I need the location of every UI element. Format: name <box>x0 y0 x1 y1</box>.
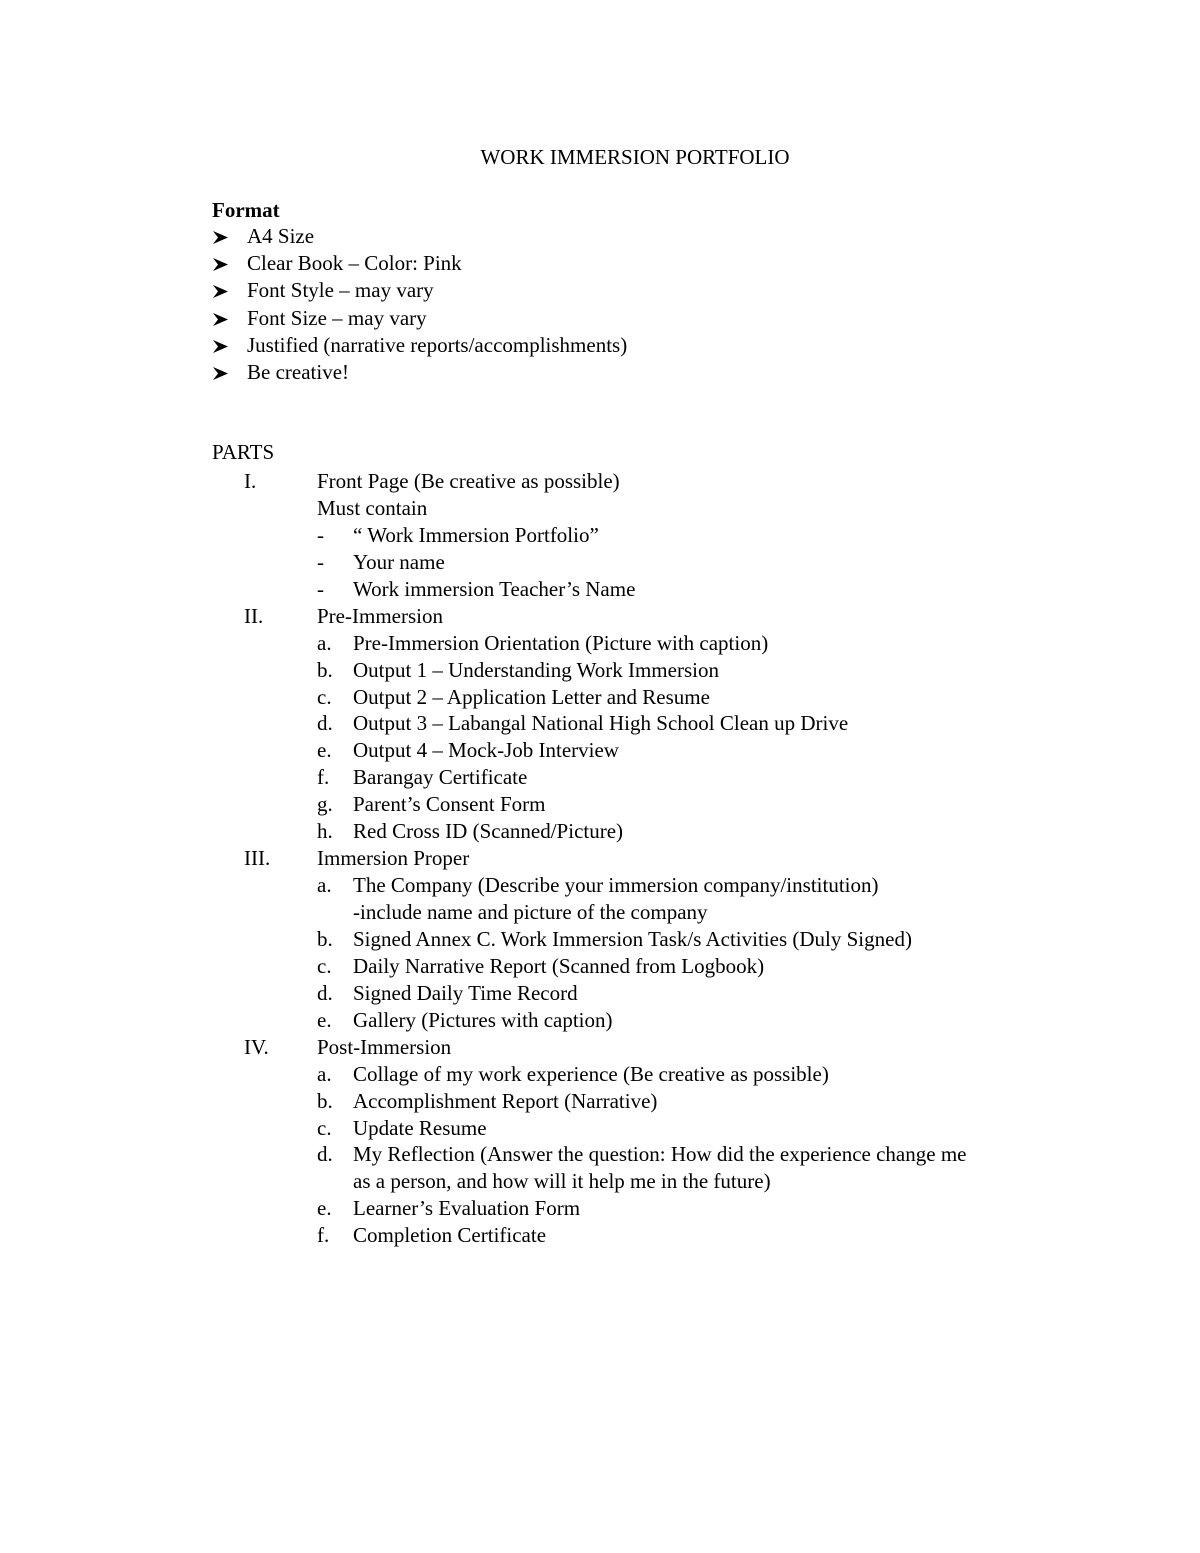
list-item-text: Barangay Certificate <box>353 765 528 790</box>
section-note <box>0 495 1200 522</box>
section-numeral: III. <box>244 846 271 871</box>
section-numeral: II. <box>244 603 264 628</box>
list-item <box>0 953 1200 980</box>
list-item <box>0 710 1200 737</box>
list-item-text: Signed Daily Time Record <box>353 980 578 1005</box>
section-title: Post-Immersion <box>317 1034 452 1059</box>
list-item <box>0 899 1200 926</box>
list-item <box>0 684 1200 711</box>
list-item-marker: b. <box>317 926 333 951</box>
list-item-text: Pre-Immersion Orientation (Picture with caption) <box>353 630 769 655</box>
dash-marker: - <box>317 549 324 574</box>
list-item-marker: a. <box>317 873 332 898</box>
list-item <box>0 1168 1200 1195</box>
parts-outline <box>0 468 1200 1249</box>
list-item-marker: c. <box>317 953 332 978</box>
dash-marker: - <box>317 522 324 547</box>
section-numeral: IV. <box>244 1034 269 1059</box>
list-item <box>0 1007 1200 1034</box>
list-item <box>0 1141 1200 1168</box>
list-item-text: -include name and picture of the company <box>353 900 708 924</box>
list-item <box>0 764 1200 791</box>
section-title: Front Page (Be creative as possible) <box>317 469 620 493</box>
section-heading <box>0 603 1200 630</box>
list-item-marker: a. <box>317 630 332 655</box>
list-item <box>0 1222 1200 1249</box>
list-item <box>0 926 1200 953</box>
list-item <box>0 630 1200 657</box>
list-item <box>0 737 1200 764</box>
list-item-text: My Reflection (Answer the question: How did the experience change me <box>353 1142 967 1167</box>
list-item-marker: g. <box>317 792 333 817</box>
format-bullet-text: Font Size – may vary <box>247 305 427 330</box>
list-item-marker: b. <box>317 1088 333 1113</box>
parts-heading: PARTS <box>212 440 275 464</box>
dash-item-text: “ Work Immersion Portfolio” <box>353 522 599 547</box>
list-item-marker: c. <box>317 684 332 709</box>
list-item-text: Signed Annex C. Work Immersion Task/s Activities (Duly Signed) <box>353 926 912 951</box>
list-item-marker: d. <box>317 711 333 736</box>
section-title: Pre-Immersion <box>317 603 443 628</box>
format-bullet-text: Justified (narrative reports/accomplishments) <box>247 332 628 357</box>
list-item <box>0 980 1200 1007</box>
format-bullet-text: A4 Size <box>247 224 315 248</box>
list-item-marker: e. <box>317 1007 332 1032</box>
list-item <box>0 1088 1200 1115</box>
list-item-text: Parent’s Consent Form <box>353 792 546 817</box>
format-heading: Format <box>212 198 280 222</box>
list-item-text: Output 3 – Labangal National High School Clean up Drive <box>353 711 849 736</box>
list-item-text: as a person, and how will it help me in the future) <box>353 1169 771 1194</box>
format-bullet-text: Be creative! <box>247 359 350 384</box>
list-item-text: The Company (Describe your immersion company/institution) <box>353 873 879 898</box>
list-item-text: Output 1 – Understanding Work Immersion <box>353 657 719 682</box>
section-note-text: Must contain <box>317 495 428 520</box>
list-item-text: Update Resume <box>353 1115 487 1140</box>
list-item <box>0 657 1200 684</box>
list-item-text: Daily Narrative Report (Scanned from Logbook) <box>353 953 765 978</box>
list-item-text: Completion Certificate <box>353 1223 547 1248</box>
list-item <box>0 791 1200 818</box>
document-title: WORK IMMERSION PORTFOLIO <box>480 145 790 169</box>
list-item <box>0 818 1200 845</box>
list-item-text: Collage of my work experience (Be creative as possible) <box>353 1061 829 1086</box>
list-item-text: Output 4 – Mock-Job Interview <box>353 738 619 763</box>
list-item-marker: h. <box>317 819 333 844</box>
list-item-marker: f. <box>317 1223 330 1248</box>
section-numeral: I. <box>244 469 257 493</box>
dash-list-item <box>0 549 1200 576</box>
list-item-marker: b. <box>317 657 333 682</box>
section-heading <box>0 468 1200 495</box>
list-item-text: Accomplishment Report (Narrative) <box>353 1088 658 1113</box>
section-heading <box>0 1034 1200 1061</box>
section-title: Immersion Proper <box>317 846 470 871</box>
list-item-text: Red Cross ID (Scanned/Picture) <box>353 819 624 844</box>
list-item <box>0 1061 1200 1088</box>
dash-list-item <box>0 522 1200 549</box>
list-item-marker: d. <box>317 980 333 1005</box>
list-item <box>0 1115 1200 1142</box>
list-item-marker: e. <box>317 1196 332 1221</box>
list-item <box>0 872 1200 899</box>
dash-marker: - <box>317 576 324 601</box>
list-item <box>0 1195 1200 1222</box>
section-heading <box>0 845 1200 872</box>
list-item-text: Learner’s Evaluation Form <box>353 1196 581 1221</box>
format-bullet-text: Clear Book – Color: Pink <box>247 251 462 276</box>
dash-item-text: Work immersion Teacher’s Name <box>353 576 636 601</box>
list-item-text: Gallery (Pictures with caption) <box>353 1007 613 1032</box>
dash-list-item <box>0 576 1200 603</box>
list-item-text: Output 2 – Application Letter and Resume <box>353 684 710 709</box>
list-item-marker: f. <box>317 765 330 790</box>
list-item-marker: c. <box>317 1115 332 1140</box>
list-item-marker: a. <box>317 1061 332 1086</box>
list-item-marker: e. <box>317 738 332 763</box>
format-bullet-text: Font Style – may vary <box>247 278 434 303</box>
list-item-marker: d. <box>317 1142 333 1167</box>
dash-item-text: Your name <box>353 549 445 574</box>
